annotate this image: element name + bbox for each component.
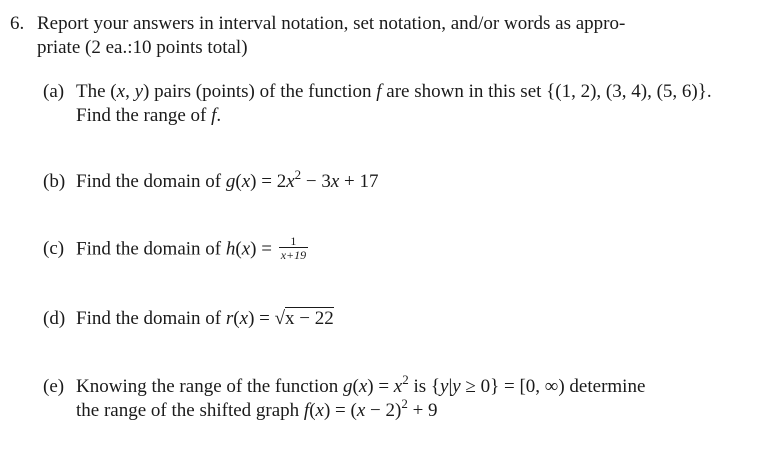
part-a-text: Find the range of — [76, 105, 212, 126]
part-e-line1 — [76, 371, 646, 399]
part-a-line1 — [76, 80, 712, 104]
var-x: x — [358, 376, 368, 397]
part-c-label: (c) — [43, 238, 65, 259]
part-e-text: Knowing the range of the function — [76, 376, 343, 397]
part-c-text: ) = — [250, 238, 277, 260]
part-e-text: ) = ( — [323, 400, 357, 421]
part-e-text: the range of the shifted graph — [76, 400, 304, 421]
part-b-label: (b) — [43, 171, 66, 192]
part-a-text: The ( — [76, 81, 117, 102]
problem-number — [10, 12, 24, 36]
var-y: y — [134, 81, 143, 102]
part-e-text: | — [448, 376, 453, 397]
var-x: x — [116, 81, 126, 102]
fraction — [279, 235, 308, 261]
var-f: f — [376, 81, 382, 102]
paren: ( — [235, 238, 242, 260]
var-g: g — [342, 376, 353, 397]
part-b-text: ) = 2 — [250, 171, 287, 192]
paren: ( — [235, 171, 242, 192]
part-e-label: (e) — [43, 376, 65, 397]
problem-intro-line2: priate (2 ea.:10 points total) — [37, 37, 248, 58]
var-f: f — [211, 105, 217, 126]
square-root — [275, 307, 334, 331]
problem-number-label: 6. — [10, 13, 25, 34]
fraction-denominator: x+19 — [280, 248, 307, 262]
part-c-text: Find the domain of — [76, 238, 226, 260]
paren: ( — [352, 376, 359, 397]
part-e-text: ≥ 0} = [0, ∞) determine — [460, 376, 646, 397]
part-d-line — [76, 307, 334, 331]
var-h: h — [225, 238, 236, 260]
exponent: 2 — [402, 371, 409, 387]
var-y: y — [440, 376, 449, 397]
var-x: x — [286, 171, 295, 192]
part-d-text: ) = — [248, 308, 275, 329]
part-a-set: are shown in this set {(1, 2), (3, 4), (5, 6)}. — [381, 81, 712, 102]
problem-intro-line1: Report your answers in interval notation, set notation, and/or words as appro- — [37, 13, 626, 34]
exponent: 2 — [294, 166, 302, 182]
part-b-line — [76, 166, 379, 194]
part-e-text: is { — [408, 376, 441, 397]
var-x: x — [393, 376, 403, 397]
radicand: x − 22 — [285, 308, 334, 329]
var-x: x — [356, 400, 366, 421]
var-x: x — [241, 238, 251, 260]
var-x: x — [241, 171, 251, 192]
part-a-label: (a) — [43, 81, 65, 102]
var-y: y — [452, 376, 461, 397]
part-a-text: . — [216, 105, 222, 126]
var-x: x — [330, 171, 340, 192]
part-a-text: ) pairs (points) of the function — [143, 81, 377, 102]
part-e-text: − 2) — [365, 400, 402, 421]
part-c-line — [76, 234, 310, 263]
var-x: x — [239, 308, 249, 329]
exponent: 2 — [401, 395, 408, 411]
part-d-text: Find the domain of — [76, 308, 226, 329]
part-b-text: Find the domain of — [76, 171, 226, 192]
var-x: x — [315, 400, 324, 421]
part-e-text: + 9 — [407, 400, 438, 421]
part-a-line2 — [76, 104, 221, 128]
part-a-text: , — [125, 81, 135, 102]
part-d-label: (d) — [43, 308, 66, 329]
var-f: f — [303, 400, 310, 421]
part-e-text: ) = — [367, 376, 394, 397]
var-r: r — [225, 308, 234, 329]
part-b-text: − 3 — [301, 171, 331, 192]
paren: ( — [233, 308, 240, 329]
radical-sign: √ — [274, 308, 286, 329]
var-g: g — [225, 171, 236, 192]
paren: ( — [309, 400, 316, 421]
part-b-text: + 17 — [339, 171, 379, 192]
fraction-numerator: 1 — [290, 234, 297, 248]
part-e-line2 — [76, 395, 438, 423]
